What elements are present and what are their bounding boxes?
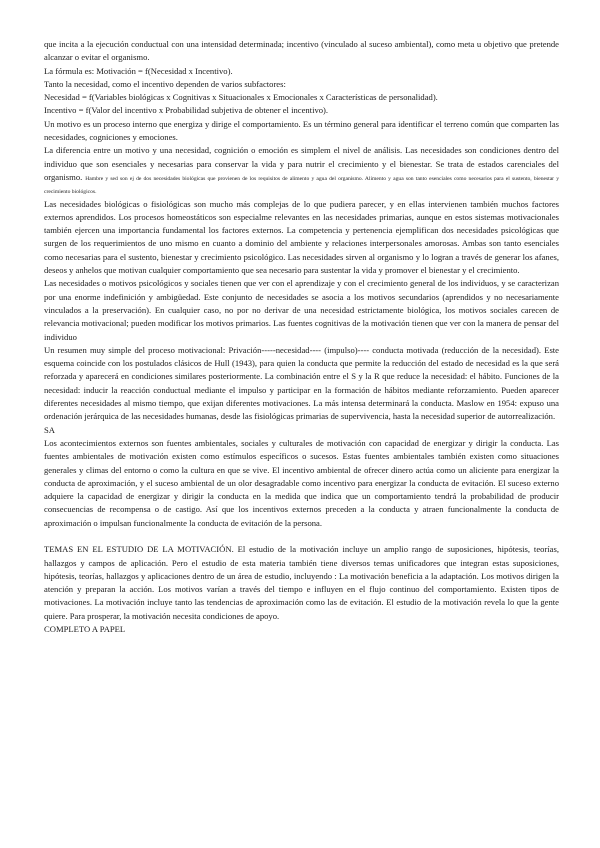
motivo-definition: Un motivo es un proceso interno que energiza y dirige el comportamiento. Es un término general para identificar el terreno común que comparten las necesidades, cogniciones y emociones. xyxy=(44,118,559,143)
necesidad-small-note: Hambre y sed son ej de dos necesidades biológicas que provienen de los requisitos de alimento y agua del organismo. Alimento y agua son tanto esenciales como necesarios para el sustento, bienestar y crecimiento biológicos. xyxy=(44,175,560,196)
paragraph-resumen: Un resumen muy simple del proceso motivacional: Privación-----necesidad---- (impulso)---- conducta motivada (reducción de la necesidad). Este esquema coincide con los postulados clásicos de Hull (1943), para quien la conducta que permite la reducción del estado de necesidad es la que será reforzada y aparecerá en condiciones similares posteriormente. La combinación entre el S y la R que reduce la necesidad: el hábito. Funciones de la necesidad: inducir la reacción conductual mediante el impulso y participar en la formación de hábitos mediante reforzamiento. Pueden aparecer diferentes necesidades al mismo tiempo, que exijan diferentes motivaciones. La más intensa determinará la conducta. Maslow en 1954: expuso una ordenación jerárquica de las necesidades humanas, desde las fisiológicas primarias de supervivencia, hasta la necesidad superior de autorrealización. xyxy=(44,344,559,422)
necesidad-paragraph xyxy=(44,144,559,197)
paragraph-psicologicos: Las necesidades o motivos psicológicos y sociales tienen que ver con el aprendizaje y con el crecimiento general de los individuos, y se caracterizan por una enorme indefinición y ambigüedad. Este conjunto de necesidades se asocia a los motivos secundarios (aprendidos y no necesariamente vinculados a la preservación). En cualquier caso, no por no derivar de una necesidad estrictamente biológica, los motivos sociales carecen de relevancia motivacional; pueden modificar los motivos primarios. Las fuentes cognitivas de la motivación tienen que ver con la manera de pensar del individuo xyxy=(44,278,559,342)
document-page xyxy=(44,38,559,636)
paragraph-biologicas: Las necesidades biológicas o fisiológicas son mucho más complejas de lo que pudiera parecer, y en ellas intervienen también muchos factores externos aprendidos. Los procesos homeostáticos son especialme relevantes en las necesidades primarias, aunque en estos sistemas motivacionales también ejercen una importancia fundamental los factores externos. La competencia y pertenencia ejemplifican dos necesidades psicológicas que surgen de los requerimientos de uno mismo en cuanto a dominio del ambiente y relaciones interpersonales amorosas. Ambas son tanto esenciales como necesarias para el sustento, bienestar y crecimiento psicológico. Las necesidades sirven al organismo y lo logran a través de generar los afanes, deseos y anhelos que motivan cualquier comportamiento que sea necesario para sustentar la vida y promover el bienestar y el crecimiento. xyxy=(44,198,559,276)
subfactors-line: Tanto la necesidad, como el incentivo dependen de varios subfactores: xyxy=(44,78,286,89)
paragraph-temas: TEMAS EN EL ESTUDIO DE LA MOTIVACIÓN. El estudio de la motivación incluye un amplio rango de suposiciones, hipótesis, teorías, hallazgos y campos de aplicación. Pero el estudio de esta materia también tiene diversos temas unificadores que integran estas suposiciones, hipótesis, teorías, hallazgos y aplicaciones dentro de un área de estudio, incluyendo : La motivación beneficia a la adaptación. Los motivos dirigen la atención y preparan la acción. Los motivos varían a través del tiempo e influyen en el flujo continuo del comportamiento. Existen tipos de motivaciones. La motivación incluye tanto las tendencias de aproximación como las de evitación. El estudio de la motivación revela lo que la gente quiere. Para prosperar, la motivación necesita condiciones de apoyo. xyxy=(44,544,559,621)
paragraph-completo: COMPLETO A PAPEL xyxy=(44,624,126,635)
necesidad-formula: Necesidad = f(Variables biológicas x Cognitivas x Situacionales x Emocionales x Características de personalidad). xyxy=(44,92,438,103)
incentivo-formula: Incentivo = f(Valor del incentivo x Probabilidad subjetiva de obtener el incentivo). xyxy=(44,105,329,116)
paragraph-acontecimientos: Los acontecimientos externos son fuentes ambientales, sociales y culturales de motivación con capacidad de energizar y dirigir la conducta. Las fuentes ambientales de motivación existen como estímulos específicos o sucesos. Estas fuentes ambientales también existen como situaciones generales y climas del entorno o como la cultura en que se vive. El incentivo ambiental de ofrecer dinero actúa como un aliciente para energizar la conducta de aproximación, y el suceso ambiental de un olor desagradable como incentivo para energizar la conducta de evitación. El suceso externo adquiere la capacidad de energizar y dirigir la conducta en la medida que indica que un comportamiento tendrá la probabilidad de producir consecuencias de recompensa o de castigo. Así que los incentivos externos preceden a la conducta y atraen funcionalmente la conducta de aproximación o impulsan funcionalmente la conducta de evitación de la persona. xyxy=(44,437,559,528)
formula-line: La fórmula es: Motivación = f(Necesidad x Incentivo). xyxy=(44,65,233,76)
blank-line xyxy=(44,530,559,543)
paragraph-sa: SA xyxy=(44,424,55,435)
intro-line-1: que incita a la ejecución conductual con una intensidad determinada; incentivo (vinculado al suceso ambiental), como meta u objetivo que pretende alcanzar o evitar el organismo. xyxy=(44,39,559,63)
necesidad-main-text: La diferencia entre un motivo y una necesidad, cognición o emoción es simplem el nivel de análisis. Las necesidades son condiciones dentro del individuo que son esenciales y necesarias para conservar la vida y para nutrir el crecimiento y el bienestar. Se trata de estados carenciales del organismo. xyxy=(44,145,559,182)
